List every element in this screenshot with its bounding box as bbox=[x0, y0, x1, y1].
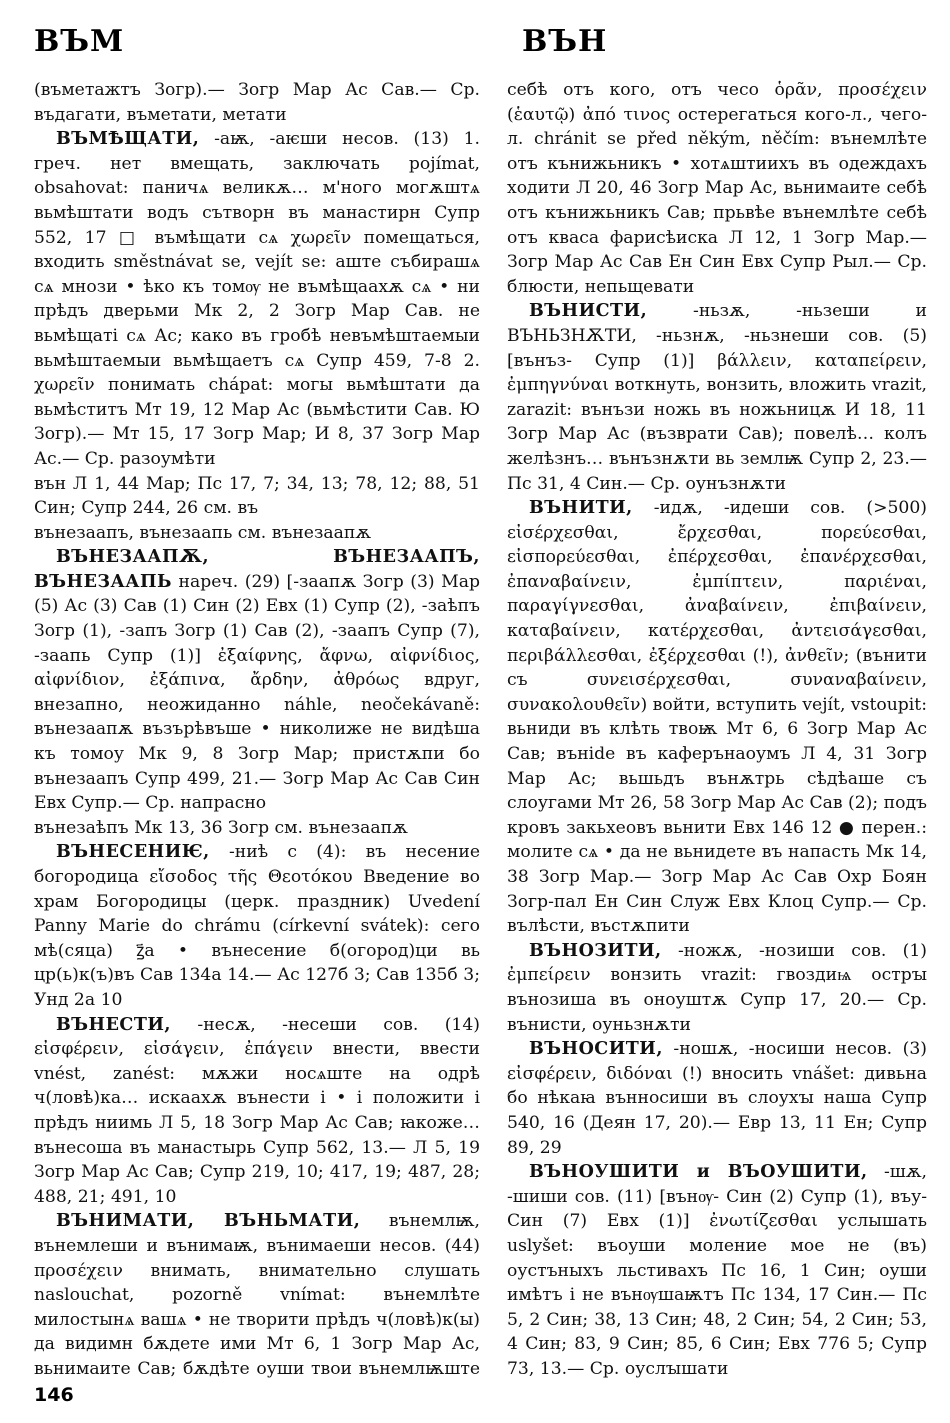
entry-text: -несѫ, -несеши сов. (14) εἰσφέρειν, εἰσάγειν, ἐπάγειν внести, ввести vnést, zanést: мѫжи носѧште на одрѣ ч(ловѣ)ка… искаахѫ вънести і • і положити і прѣдъ ниимь Л 5, 18 Зогр Мар Ас Сав; ꙗкоже… вънесоша въ манастырь Супр 562, 13.— Л 5, 19 Зогр Мар Ас Сав; Супр 219, 10; 417, 19; 487, 28; 488, 21; 491, 10 bbox=[34, 1014, 480, 1207]
entry-text: (въметажтъ Зогр).— Зогр Мар Ас Сав.— Ср. въдагати, въметати, метати bbox=[34, 80, 480, 125]
entry-headword: ВЪНЕЗААПѪ, ВЪНЕЗААПЪ, ВЪНЕЗААПЬ bbox=[34, 547, 480, 592]
entry-text: вънемлѭ, вънемлеши и вънимаѭ, вънимаеши несов. (44) προσέχειν внимать, внимательно слушать naslouchat, pozorně vnímat: вънемлѣте милостынѧ вашѧ • не творити прѣдъ ч(ловѣ)к(ы) да видимн бѫдете ими Мт 6, 1 Зогр Мар Ас, вьнимаите Сав; бѫдѣте оуши твои вънемлѭште bbox=[34, 1211, 480, 1378]
entry-text: нареч. (29) [-заапѫ Зогр (3) Мар (5) Ас (3) Сав (1) Син (2) Евх (1) Супр (2), -заѣпъ Зогр (1), -запъ Зогр (1) Сав (2), -заапъ Супр (7), -заапь Супр (1)] ἐξαίφνης, ἄφνω, αἰφνίδιος, αἰφνίδιον, ἐξάπινα, ἄρδην, ἀθρόως вдруг, внезапно, неожиданно náhle, neočekávaně: вънезаапѫ възърѣвъше • николиже не видѣша къ томоу Мк 9, 8 Зогр Мар; пристѫпи бо вънезаапъ Супр 499, 21.— Зогр Мар Ас Сав Син Евх Супр.— Ср. напрасно bbox=[34, 571, 480, 814]
entry-headword: ВЪНЕСЕНИѤ, bbox=[56, 842, 210, 863]
left-column bbox=[34, 78, 480, 1378]
dictionary-entry bbox=[34, 545, 480, 816]
running-head-left: ВЪМ bbox=[34, 24, 125, 59]
entry-headword: ВЪНОСИТИ, bbox=[529, 1039, 663, 1060]
entry-headword: ВЪНОУШИТИ и ВЪОУШИТИ, bbox=[529, 1162, 868, 1183]
entry-text: -ньзѫ, -ньзеши и ВЪНЬЗНѪТИ, -ньзнѫ, -ньзнеши сов. (5) [вънъз- Супр (1)] βάλλειν, καταπείρειν, ἐμπηγνύναι воткнуть, вонзить, вложить vrazit, zarazit: вънъзи ножь въ ножьницѫ И 18, 11 Зогр Мар Ас (възврати Сав); повелѣ… колъ желѣзнъ… вънъзнѫти вь землѭ Супр 2, 23.— Пс 31, 4 Син.— Ср. оунъзнѫти bbox=[507, 301, 927, 494]
dictionary-entry bbox=[507, 299, 927, 496]
entry-continuation bbox=[34, 78, 480, 127]
running-head-right: ВЪН bbox=[522, 24, 608, 59]
entry-text: себѣ отъ кого, отъ чесо ὁρᾶν, προσέχειν (ἑαυτῷ) ἀπό τινος остерегаться кого-л., чего-л. chránit se před někým, něčím: вънемлѣте отъ кънижьникъ • хотѧштиихъ въ одеждахъ ходити Л 20, 46 Зогр Мар Ас, вьнимаите себѣ отъ кънижьникъ Сав; прьвѣе вънемлѣте себѣ отъ кваса фарисѣиска Л 12, 1 Зогр Мар.— Зогр Мар Ас Сав Ен Син Евх Супр Рыл.— Ср. блюсти, непьщевати bbox=[507, 80, 927, 297]
entry-headword: ВЪНИМАТИ, ВЪНЬМАТИ, bbox=[56, 1211, 361, 1232]
entry-text: -аѭ, -аѥши несов. (13) 1. греч. нет вмещать, заключать pojímat, obsahovat: паничѧ великѫ… м'ного могѫштѧ вьмѣштати водъ сътворн въ манастирн Супр 552, 17 □ въмѣщати сѧ χωρεῖν помещаться, входить směstnávat se, vejít se: аште събирашѧ сѧ мнози • ѣко къ томѹ не въмѣщаахѫ сѧ • ни прѣдъ дверьми Мк 2, 2 Зогр Мар Сав. не вьмѣщаті сѧ Ас; како въ гробѣ невъмѣштаемыи вьмѣштаемыи вьмѣщаетъ сѧ Супр 459, 7-8 2. χωρεῖν понимать chápat: могы вьмѣштати да вьмѣститъ Мт 19, 12 Мар Ас (вьмѣстити Сав. Ю Зогр).— Мт 15, 17 Зогр Мар; И 8, 37 Зогр Мар Ас.— Ср. разоумѣти bbox=[34, 129, 480, 469]
entry-continuation bbox=[34, 521, 480, 546]
entry-continuation bbox=[507, 78, 927, 299]
dictionary-entry bbox=[507, 1160, 927, 1378]
dictionary-entry bbox=[507, 496, 927, 939]
dictionary-entry bbox=[507, 1037, 927, 1160]
dictionary-entry bbox=[34, 127, 480, 471]
entry-text: -идѫ, -идеши сов. (>500) εἰσέρχεσθαι, ἔρχεσθαι, πορεύεσθαι, εἰσπορεύεσθαι, ἐπέρχεσθαι, ἐπανέρχεσθαι, ἐπαναβαίνειν, ἐμπίπτειν, παριέναι, παραγίγνεσθαι, ἀναβαίνειν, ἐπιβαίνειν, καταβαίνειν, κατέρχεσθαι, ἀντεισάγεσθαι, περιβάλλεσθαι, ἐξέρχεσθαι (!), ἀνθεῖν; (вънити съ συνεισέρχεσθαι, συναναβαίνειν, συνακολουθεῖν) войти, вступить vejít, vstoupit: вьниди въ клѣть твоѭ Мт 6, 6 Зогр Мар Ас Сав; вънide въ каферънаоумъ Л 4, 31 Зогр Мар Ас; вьшьдъ вънѫтрь сѣдѣаше съ слоугами Мт 26, 58 Зогр Мар Ас Сав (2); подъ кровъ закьхеовъ вьнити Евх 146 12 ● перен.: молите сѧ • да не вьнидете въ напасть Мк 14, 38 Зогр Мар.— Зогр Мар Ас Сав Охр Боян Зогр-пал Ен Син Служ Евх Клоц Супр.— Ср. вълѣсти, въстѫпити bbox=[507, 498, 927, 937]
entry-text: вънезаѣпъ Мк 13, 36 Зогр см. вънезаапѫ bbox=[34, 817, 408, 838]
page-number: 146 bbox=[34, 1384, 74, 1406]
entry-headword: ВЪНИТИ, bbox=[529, 498, 633, 519]
entry-continuation bbox=[34, 472, 480, 521]
entry-text: вънезаапъ, вънезаапь см. вънезаапѫ bbox=[34, 522, 372, 543]
dictionary-entry bbox=[34, 840, 480, 1012]
right-column bbox=[507, 78, 927, 1378]
entry-text: -ножѫ, -нозиши сов. (1) ἐμπείρειν вонзить vrazit: гвоздиѩ острꙑ вънозиша въ оноуштѫ Супр 17, 20.— Ср. вънисти, оуньзнѫти bbox=[507, 940, 927, 1035]
dictionary-entry bbox=[507, 939, 927, 1037]
entry-text: -шѫ, -шиши сов. (11) [вънѹ- Син (2) Супр (1), въу- Син (7) Евх (1)] ἐνωτίζεσθαι услышать uslyšet: въоуши моление мое не (въ) оустъныхъ льстивахъ Пс 16, 1 Син; оуши имѣтъ і не вънѹшаѭтъ Пс 134, 17 Син.— Пс 5, 2 Син; 38, 13 Син; 48, 2 Син; 54, 2 Син; 53, 4 Син; 83, 9 Син; 85, 6 Син; Евх 776 5; Супр 73, 13.— Ср. оуслꙑшати bbox=[507, 1162, 927, 1378]
dictionary-entry bbox=[34, 1209, 480, 1378]
entry-headword: ВЪМѢЩАТИ, bbox=[56, 129, 200, 150]
entry-headword: ВЪНИСТИ, bbox=[529, 301, 648, 322]
entry-headword: ВЪНОЗИТИ, bbox=[529, 940, 662, 961]
entry-text: -ниѣ с (4): въ несение богородица εἴσοδος τῆς Θεοτόκου Введение во храм Богородицы (церк. праздник) Uvedení Panny Marie do chrámu (církevní svátek): сего мѣ(сяца) ꙁ҃а • вънесение б(огород)ци вь цр(ь)к(ъ)въ Сав 134а 14.— Ас 127б 3; Сав 135б 3; Унд 2а 10 bbox=[34, 842, 480, 1010]
entry-text: вън Л 1, 44 Мар; Пс 17, 7; 34, 13; 78, 12; 88, 51 Син; Супр 244, 26 см. въ bbox=[34, 473, 480, 519]
entry-text: -ношѫ, -носиши несов. (3) εἰσφέρειν, διδόναι (!) вносить vnášet: дивьна бо нѣкаꙗ вънносиши въ слоухꙑ наша Супр 540, 16 (Деян 17, 20).— Евр 13, 11 Ен; Супр 89, 29 bbox=[507, 1039, 927, 1158]
entry-headword: ВЪНЕСТИ, bbox=[56, 1014, 171, 1035]
entry-continuation bbox=[34, 816, 480, 841]
dictionary-entry bbox=[34, 1013, 480, 1210]
